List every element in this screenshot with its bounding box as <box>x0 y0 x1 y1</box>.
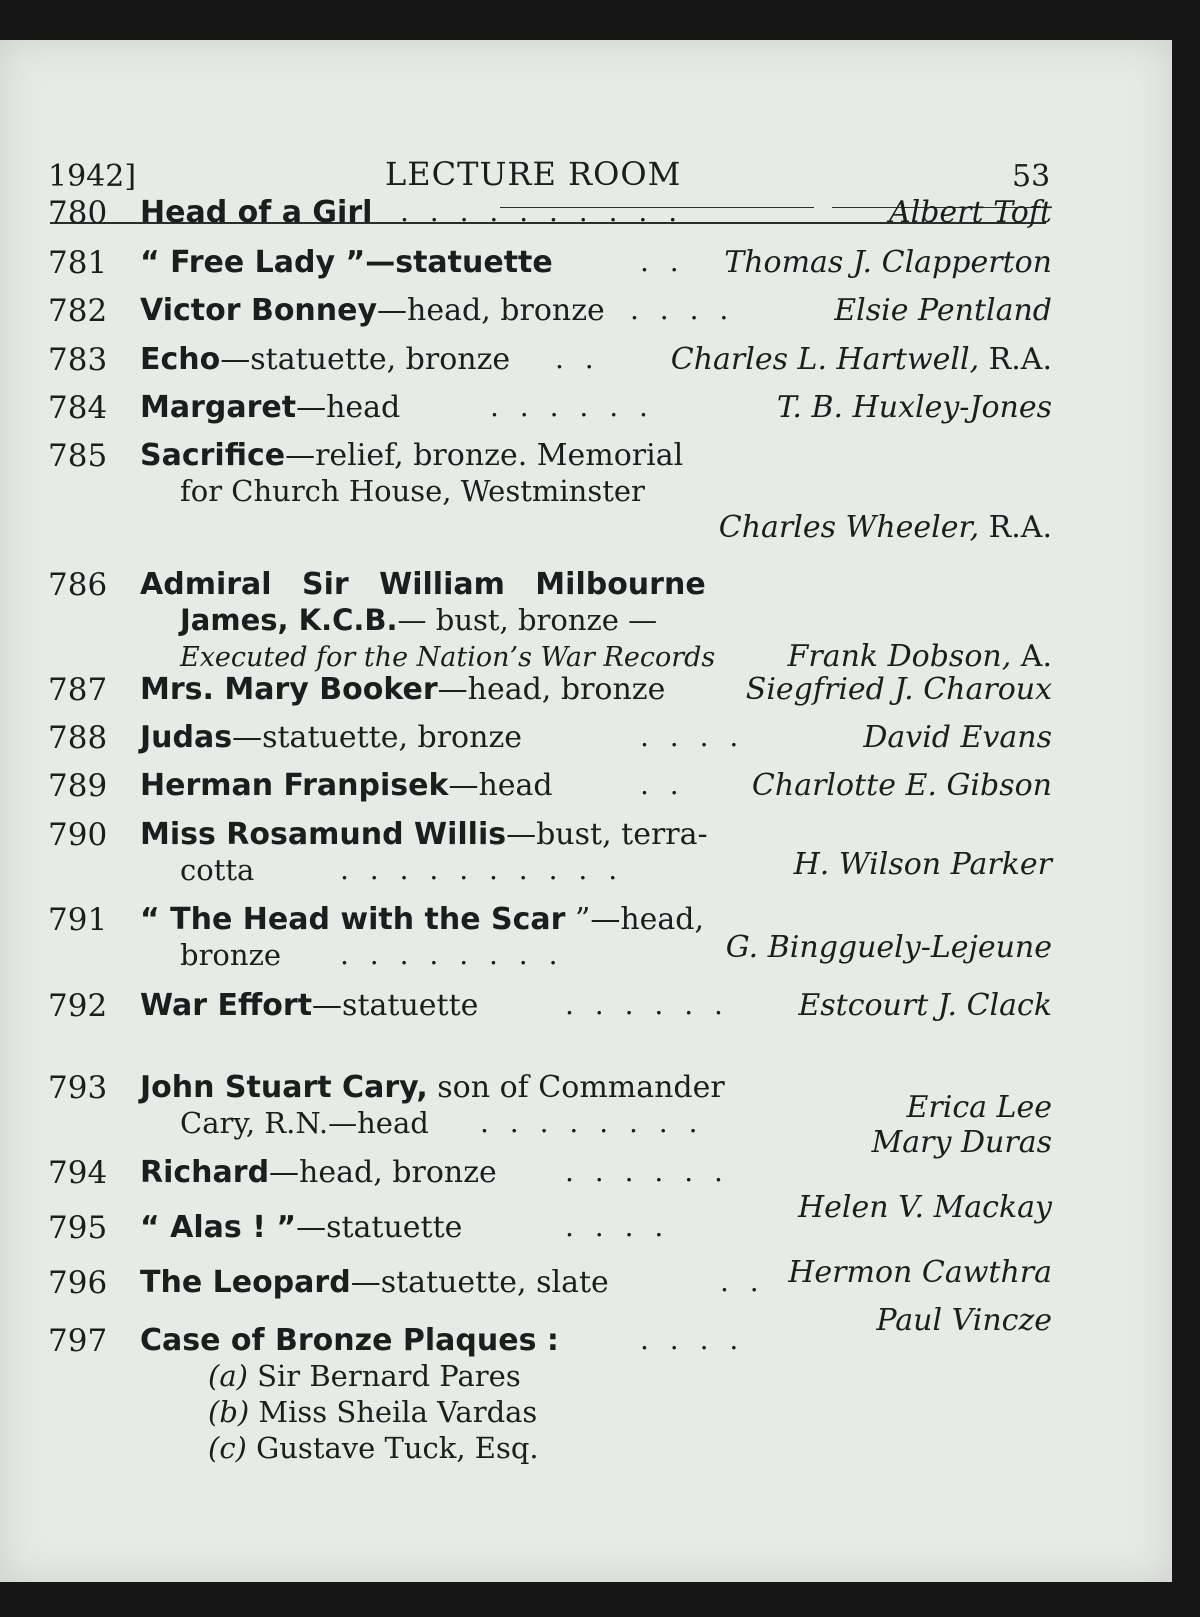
entry-artist: H. Wilson Parker <box>793 847 1052 882</box>
entry-title: Admiral Sir William Milbourne <box>140 567 706 602</box>
entry-artist: Charles Wheeler, R.A. <box>718 510 1052 545</box>
entry-title-continued: James, K.C.B.— bust, bronze — <box>180 603 658 637</box>
dot-leader: . . . . . . . . . . <box>400 195 684 228</box>
entry-artist: Albert Toft <box>888 195 1052 230</box>
dot-leader: . . . . . . . . <box>340 938 564 971</box>
entry-number: 781 <box>48 245 108 281</box>
entry-title-continued: Cary, R.N.—head <box>180 1106 429 1140</box>
entry-number: 789 <box>48 768 108 804</box>
entry-title-continued: bronze <box>180 938 282 972</box>
entry-artist: G. Bingguely-Lejeune <box>725 930 1052 965</box>
plaque-item: (c) Gustave Tuck, Esq. <box>208 1431 539 1465</box>
page-title: LECTURE ROOM <box>385 155 682 193</box>
entry-number: 790 <box>48 817 108 853</box>
entry-artist: Hermon Cawthra <box>788 1255 1052 1290</box>
entry-title: Herman Franpisek—head <box>140 768 553 803</box>
entry-title: Miss Rosamund Willis—bust, terra- <box>140 817 708 852</box>
entry-artist: Frank Dobson, A. <box>787 639 1052 674</box>
dot-leader: . . <box>640 768 685 801</box>
entry-number: 793 <box>48 1070 108 1106</box>
entry-title-continued: cotta <box>180 853 255 887</box>
dot-leader: . . . . . . . . . . <box>340 853 624 886</box>
dot-leader: . . . . . . . . <box>480 1106 704 1139</box>
catalogue-page <box>0 40 1172 1582</box>
entry-artist: Erica Lee <box>906 1090 1052 1125</box>
entry-number: 783 <box>48 342 108 378</box>
dot-leader: . . <box>720 1265 765 1298</box>
entry-title: Echo—statuette, bronze <box>140 342 511 377</box>
entry-number: 785 <box>48 438 108 474</box>
entry-title: Head of a Girl <box>140 195 373 230</box>
dot-leader: . . . . . . <box>565 988 729 1021</box>
entry-title: Richard—head, bronze <box>140 1155 497 1190</box>
header-year: 1942] <box>48 159 137 194</box>
entry-artist: Charles L. Hartwell, R.A. <box>670 342 1052 377</box>
plaque-item: (b) Miss Sheila Vardas <box>208 1395 538 1429</box>
entry-artist: T. B. Huxley-Jones <box>776 390 1052 425</box>
entry-title: Margaret—head <box>140 390 401 425</box>
entry-number: 797 <box>48 1323 108 1359</box>
entry-title: The Leopard—statuette, slate <box>140 1265 609 1300</box>
entry-title: Case of Bronze Plaques : <box>140 1323 559 1358</box>
dot-leader: . . . . <box>630 293 735 326</box>
entry-number: 792 <box>48 988 108 1024</box>
entry-number: 796 <box>48 1265 108 1301</box>
entry-title: Victor Bonney—head, bronze <box>140 293 605 328</box>
entry-title-continued: for Church House, Westminster <box>180 474 645 508</box>
entry-number: 786 <box>48 567 108 603</box>
dot-leader: . . . . <box>565 1210 670 1243</box>
page-header <box>0 115 1172 194</box>
entry-artist: Thomas J. Clapperton <box>724 245 1052 280</box>
entry-artist: Mary Duras <box>871 1125 1052 1160</box>
entry-artist: Paul Vincze <box>876 1303 1052 1338</box>
entry-artist: Helen V. Mackay <box>797 1190 1052 1225</box>
dot-leader: . . . . <box>640 720 745 753</box>
entry-number: 782 <box>48 293 108 329</box>
entry-title: Judas—statuette, bronze <box>140 720 523 755</box>
entry-number: 795 <box>48 1210 108 1246</box>
entry-artist: Elsie Pentland <box>834 293 1052 328</box>
dot-leader: . . . . . . <box>490 390 654 423</box>
page-number: 53 <box>1012 159 1051 194</box>
entry-number: 787 <box>48 672 108 708</box>
entry-note: Executed for the Nation’s War Records <box>180 642 716 673</box>
entry-title: War Effort—statuette <box>140 988 479 1023</box>
entry-artist: Charlotte E. Gibson <box>751 768 1052 803</box>
entry-number: 780 <box>48 195 108 231</box>
entry-number: 784 <box>48 390 108 426</box>
entry-title: “ Alas ! ”—statuette <box>140 1210 463 1245</box>
entry-title: “ The Head with the Scar ”—head, <box>140 902 705 937</box>
entry-title: Sacrifice—relief, bronze. Memorial <box>140 438 684 473</box>
dot-leader: . . <box>555 342 600 375</box>
entry-number: 788 <box>48 720 108 756</box>
entry-number: 791 <box>48 902 108 938</box>
entry-number: 794 <box>48 1155 108 1191</box>
entry-title: “ Free Lady ”—statuette <box>140 245 553 280</box>
entry-title: John Stuart Cary, son of Commander <box>140 1070 725 1105</box>
plaque-item: (a) Sir Bernard Pares <box>208 1359 521 1393</box>
dot-leader: . . . . . . <box>565 1155 729 1188</box>
entry-artist: Estcourt J. Clack <box>798 988 1052 1023</box>
entry-artist: David Evans <box>863 720 1052 755</box>
dot-leader: . . . . <box>640 1323 745 1356</box>
dot-leader: . . <box>640 245 685 278</box>
entry-title: Mrs. Mary Booker—head, bronze <box>140 672 666 707</box>
entry-artist: Siegfried J. Charoux <box>745 672 1052 707</box>
